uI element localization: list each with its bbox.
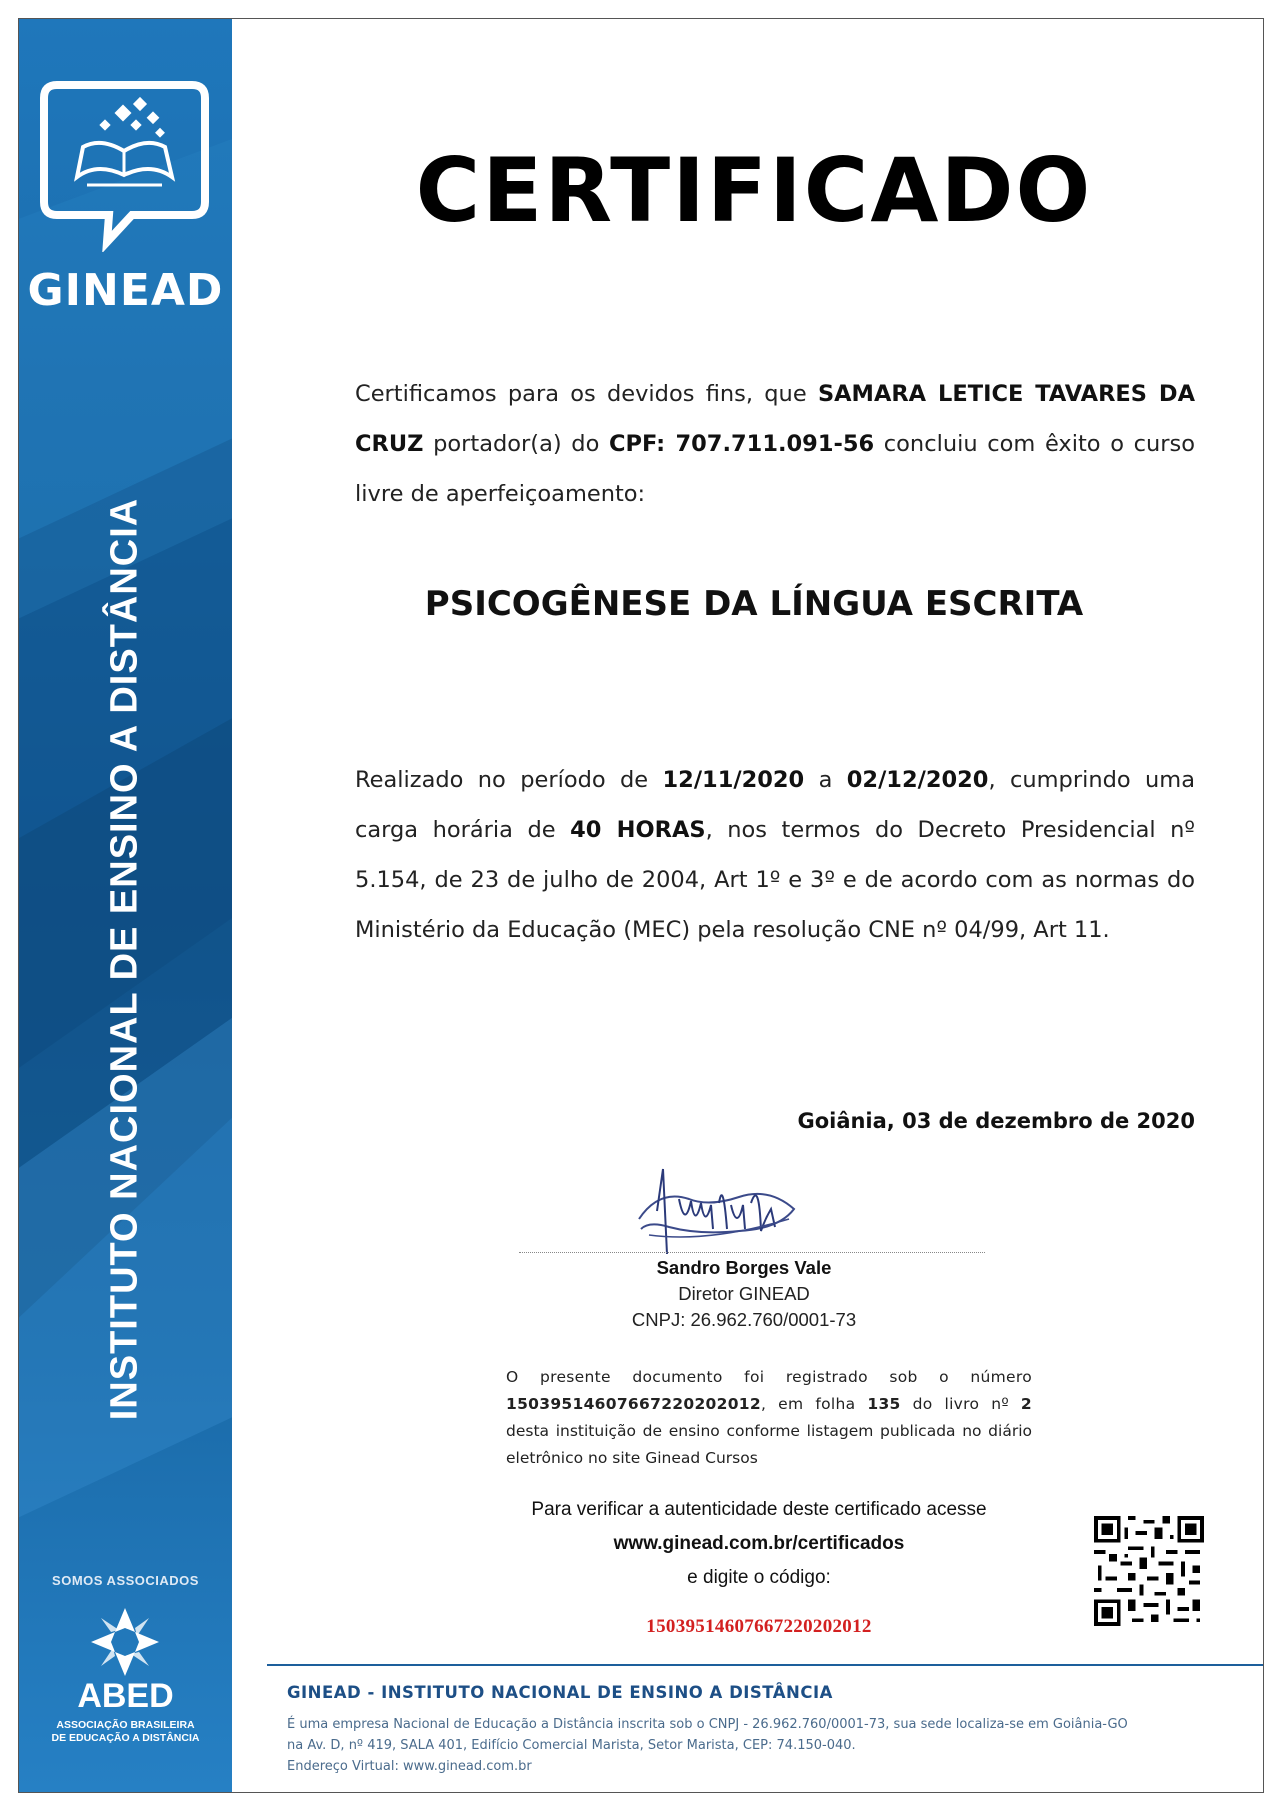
footer-title: GINEAD - INSTITUTO NACIONAL DE ENSINO A DISTÂNCIA xyxy=(287,1683,833,1702)
sidebar-brand: GINEAD xyxy=(27,265,224,316)
student-cpf: CPF: 707.711.091-56 xyxy=(609,431,875,457)
verify-line-3: e digite o código: xyxy=(687,1567,831,1588)
start-date: 12/11/2020 xyxy=(662,767,805,793)
intro-text-3: concluiu com êxito o curso livre de aperfeiçoamento: xyxy=(355,431,1196,507)
period-text-2: a xyxy=(804,767,847,793)
sidebar xyxy=(19,19,232,1792)
period-paragraph xyxy=(355,755,1195,955)
registry-paragraph xyxy=(506,1364,1032,1472)
signatory-name: Sandro Borges Vale xyxy=(656,1257,832,1278)
abed-subtitle-line-2: DE EDUCAÇÃO A DISTÂNCIA xyxy=(51,1732,200,1744)
sidebar-vertical-text: INSTITUTO NACIONAL DE ENSINO A DISTÂNCIA xyxy=(103,497,146,1421)
end-date: 02/12/2020 xyxy=(846,767,989,793)
registry-text-2: , em folha xyxy=(760,1395,868,1413)
course-name: PSICOGÊNESE DA LÍNGUA ESCRITA xyxy=(424,584,1084,624)
footer-line-1: É uma empresa Nacional de Educação a Distância inscrita sob o CNPJ - 26.962.760/0001-73, sua sede localiza-se em Goiânia-GO xyxy=(287,1717,1128,1732)
certificate-page xyxy=(18,18,1264,1793)
registry-text-3: do livro nº xyxy=(900,1395,1021,1413)
verify-block xyxy=(489,1493,1029,1595)
period-text-4: , nos termos do Decreto Presidencial nº 5.154, de 23 de julho de 2004, Art 1º e 3º e de acordo com as normas do Ministério da Educação (MEC) pela resolução CNE nº 04/99, Art 11. xyxy=(355,817,1195,943)
registry-number: 15039514607667220202012 xyxy=(506,1395,761,1413)
certification-paragraph xyxy=(355,369,1195,519)
sidebar-vertical-area xyxy=(19,379,232,1539)
intro-text-1: Certificamos para os devidos fins, que xyxy=(355,381,818,407)
footer-line-2: na Av. D, nº 419, SALA 401, Edifício Comercial Marista, Setor Marista, CEP: 74.150-040. xyxy=(287,1738,856,1753)
verify-url-link[interactable]: www.ginead.com.br/certificados xyxy=(613,1533,905,1554)
period-text-1: Realizado no período de xyxy=(355,767,663,793)
registry-text-1: O presente documento foi registrado sob o número xyxy=(506,1368,1032,1386)
signatory-cnpj: CNPJ: 26.962.760/0001-73 xyxy=(631,1309,857,1330)
verify-line-1: Para verificar a autenticidade deste certificado acesse xyxy=(531,1499,987,1520)
abed-subtitle-line-1: ASSOCIAÇÃO BRASILEIRA xyxy=(56,1719,195,1731)
qr-code-icon[interactable] xyxy=(1094,1516,1204,1626)
course-hours: 40 HORAS xyxy=(570,817,706,843)
footer-text xyxy=(287,1714,1247,1777)
city-date: Goiânia, 03 de dezembro de 2020 xyxy=(797,1109,1195,1133)
registry-folha: 135 xyxy=(867,1395,901,1413)
signature-line xyxy=(519,1252,985,1253)
ginead-logo-icon xyxy=(37,77,212,252)
abed-subtitle xyxy=(19,1719,232,1745)
student-name: SAMARA LETICE TAVARES DA CRUZ xyxy=(355,381,1196,457)
registry-livro: 2 xyxy=(1020,1395,1032,1413)
footer-line-3: Endereço Virtual: www.ginead.com.br xyxy=(287,1759,532,1774)
intro-text-2: portador(a) do xyxy=(423,431,610,457)
abed-label: ABED xyxy=(77,1677,174,1715)
period-text-3: , cumprindo uma carga horária de xyxy=(355,767,1195,843)
registry-text-4: desta instituição de ensino conforme listagem publicada no diário eletrônico no site Ginead Cursos xyxy=(506,1422,1032,1467)
abed-logo-icon xyxy=(85,1602,165,1682)
footer-divider xyxy=(267,1664,1264,1666)
somos-associados-label: SOMOS ASSOCIADOS xyxy=(52,1573,199,1588)
verification-code: 15039514607667220202012 xyxy=(646,1616,872,1637)
certificate-title: CERTIFICADO xyxy=(415,139,1093,242)
signatory-role: Diretor GINEAD xyxy=(678,1283,810,1304)
